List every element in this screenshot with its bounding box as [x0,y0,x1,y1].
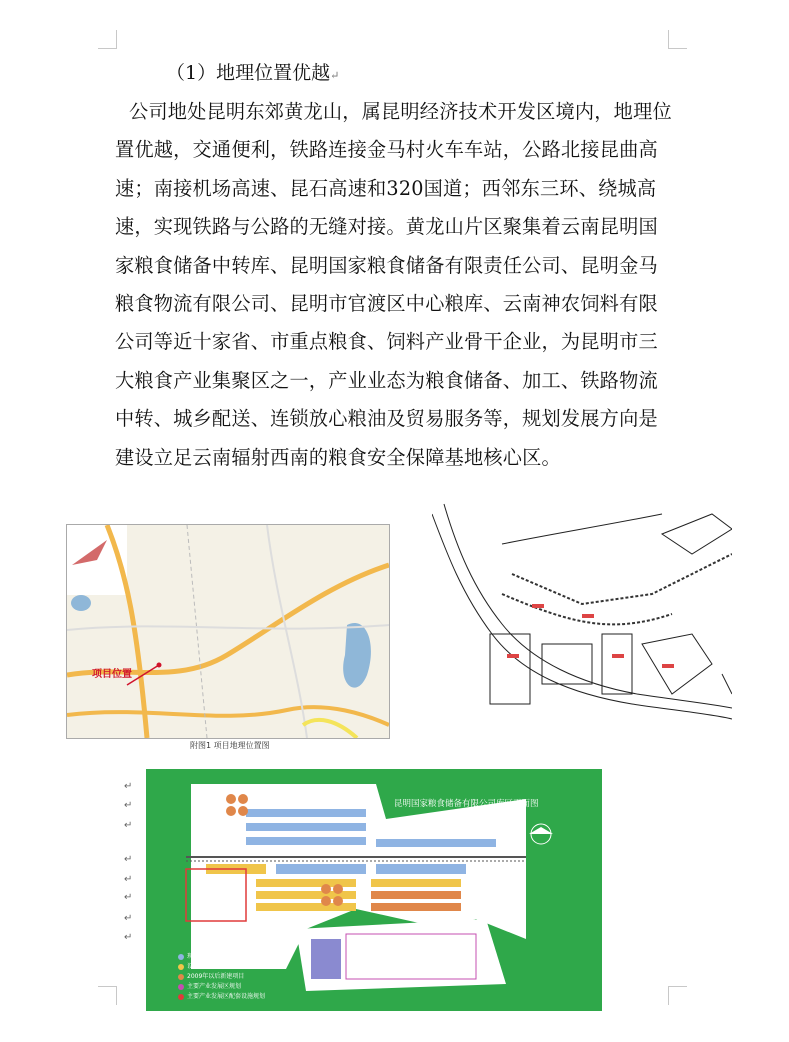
legend-text: 设施铁路专用线项目 [187,963,242,970]
project-location-label: 项目位置 [92,669,132,680]
legend-text: 主要产业发展区配套设施规划 [187,993,266,1000]
legend-text: 现在库区储粮仓库项目 [187,953,248,960]
legend-text: 2009年以后新建项目 [187,973,245,980]
paragraph-mark: ↵ [124,913,133,924]
legend-item [178,992,265,1002]
legend-item [178,982,265,992]
crop-mark-bottom-right [668,986,687,1005]
paragraph-mark: ↵ [124,800,133,811]
legend-item [178,962,265,972]
section-heading [166,58,339,85]
site-layout-drawing [432,494,732,744]
paragraph-mark: ↵ [124,854,133,865]
plan-legend [178,952,265,1002]
location-map-graphic [67,525,389,738]
crop-mark-bottom-left [98,986,117,1005]
location-map [66,524,390,739]
body-paragraph: 公司地处昆明东郊黄龙山，属昆明经济技术开发区境内，地理位置优越，交通便利，铁路连接金马村火车车站，公路北接昆曲高速；南接机场高速、昆石高速和320国道；西邻东三环、绕城高速，实现铁路与公路的无缝对接。黄龙山片区聚集着云南昆明国家粮食储备中转库、昆明国家粮食储备有限责任公司、昆明金马粮食物流有限公司、昆明市官渡区中心粮库、云南神农饲料有限公司等近十家省、市重点粮食、饲料产业骨干企业，为昆明市三大粮食产业集聚区之一，产业业态为粮食储备、加工、铁路物流中转、城乡配送、连锁放心粮油及贸易服务等，规划发展方向是建设立足云南辐射西南的粮食安全保障基地核心区。 [115,100,672,469]
paragraph-mark: ↵ [124,932,133,943]
legend-text: 主要产业发展区规划 [187,983,242,990]
legend-item [178,972,265,982]
paragraph-mark: ↵ [124,874,133,885]
site-layout-graphic [432,494,732,744]
heading-text: （1）地理位置优越 [166,62,331,84]
plan-title: 昆明国家粮食储备有限公司库区平面图 [394,799,539,809]
paragraph-mark: ↵ [330,69,340,82]
crop-mark-top-left [98,30,117,49]
map-caption: 附图1 项目地理位置图 [190,741,270,750]
paragraph-mark: ↵ [124,820,133,831]
crop-mark-top-right [668,30,687,49]
paragraph-mark: ↵ [124,781,133,792]
paragraph-mark: ↵ [124,892,133,903]
legend-item [178,952,265,962]
